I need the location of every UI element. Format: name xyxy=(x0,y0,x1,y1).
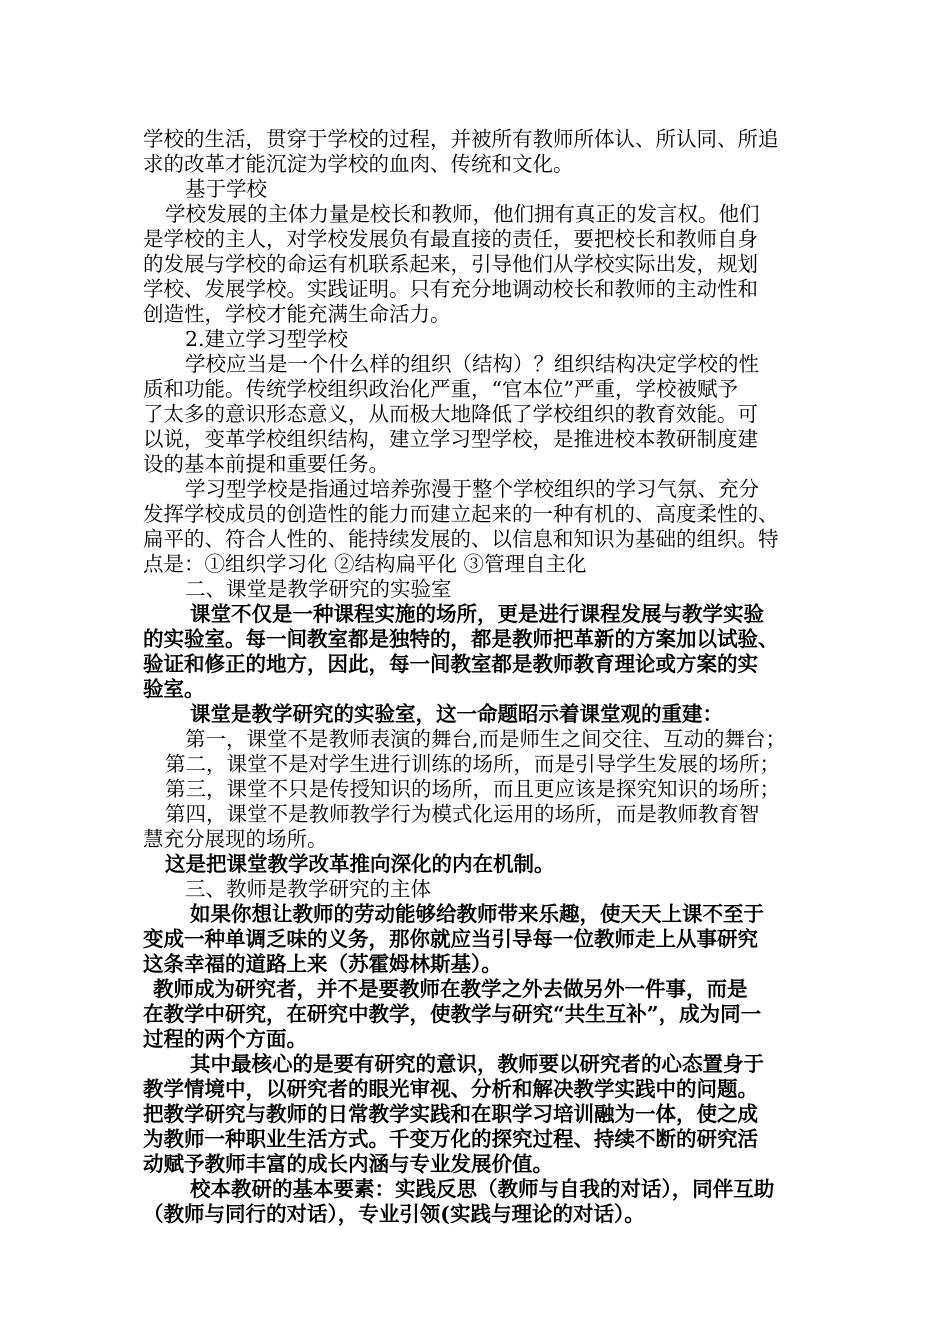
text-line-bold: 在教学中研究，在研究中教学，使教学与研究“共生互补”，成为同一 xyxy=(143,1002,762,1026)
text-line: 质和功能。传统学校组织政治化严重，“官本位”严重，学校被赋予 xyxy=(143,377,738,401)
subheading: 基于学校 xyxy=(185,177,267,201)
text-line: 学校的生活，贯穿于学校的过程，并被所有教师所体认、所认同、所追 xyxy=(143,127,779,151)
text-line: 学校发展的主体力量是校长和教师，他们拥有真正的发言权。他们 xyxy=(165,202,760,226)
text-line: 第四，课堂不是教师教学行为模式化运用的场所，而是教师教育智 xyxy=(165,802,760,826)
text-line-bold: 教学情境中，以研究者的眼光审视、分析和解决教学实践中的问题。 xyxy=(143,1077,758,1101)
text-line: 扁平的、符合人性的、能持续发展的、以信息和知识为基础的组织。特 xyxy=(143,527,779,551)
text-line-bold: 的实验室。每一间教室都是独特的，都是教师把革新的方案加以试验、 xyxy=(143,627,779,651)
text-line-bold: 其中最核心的是要有研究的意识，教师要以研究者的心态置身于 xyxy=(190,1052,764,1076)
text-line: 了太多的意识形态意义，从而极大地降低了学校组织的教育效能。可 xyxy=(143,402,758,426)
text-line: 第二，课堂不是对学生进行训练的场所，而是引导学生发展的场所； xyxy=(165,752,780,776)
text-line: 慧充分展现的场所。 xyxy=(143,827,328,851)
text-line: 点是：①组织学习化 ②结构扁平化 ③管理自主化 xyxy=(143,552,587,576)
text-line: 创造性，学校才能充满生命活力。 xyxy=(143,302,451,326)
text-line: 的发展与学校的命运有机联系起来，引导他们从学校实际出发，规划 xyxy=(143,252,758,276)
text-line-bold: 课堂不仅是一种课程实施的场所，更是进行课程发展与教学实验 xyxy=(190,602,764,626)
subheading: 2.建立学习型学校 xyxy=(185,327,349,351)
text-line-bold: 验证和修正的地方，因此，每一间教室都是教师教育理论或方案的实 xyxy=(143,652,758,676)
text-line-bold: 如果你想让教师的劳动能够给教师带来乐趣，使天天上课不至于 xyxy=(190,902,764,926)
text-line: 第一，课堂不是教师表演的舞台,而是师生之间交往、互动的舞台； xyxy=(185,727,787,751)
text-line-bold: 把教学研究与教师的日常教学实践和在职学习培训融为一体，使之成 xyxy=(143,1102,758,1126)
text-line: 设的基本前提和重要任务。 xyxy=(143,452,389,476)
text-line-bold: 这条幸福的道路上来（苏霍姆林斯基）。 xyxy=(143,952,502,976)
text-line: 发挥学校成员的创造性的能力而建立起来的一种有机的、高度柔性的、 xyxy=(143,502,779,526)
text-line-bold: 课堂是教学研究的实验室，这一命题昭示着课堂观的重建： xyxy=(190,702,723,726)
text-line-bold: （教师与同行的对话），专业引领(实践与理论的对话）。 xyxy=(143,1202,645,1226)
text-line: 第三，课堂不只是传授知识的场所，而且更应该是探究知识的场所； xyxy=(165,777,780,801)
section-heading: 三、教师是教学研究的主体 xyxy=(185,877,431,901)
text-line-bold: 教师成为研究者，并不是要教师在教学之外去做另外一件事，而是 xyxy=(153,977,748,1001)
text-line-bold: 变成一种单调乏味的义务，那你就应当引导每一位教师走上从事研究 xyxy=(143,927,758,951)
text-line: 学校应当是一个什么样的组织（结构）？组织结构决定学校的性 xyxy=(185,352,759,376)
text-line: 是学校的主人，对学校发展负有最直接的责任，要把校长和教师自身 xyxy=(143,227,758,251)
text-line-bold: 为教师一种职业生活方式。千变万化的探究过程、持续不断的研究活 xyxy=(143,1127,758,1151)
section-heading: 二、课堂是教学研究的实验室 xyxy=(185,577,452,601)
text-line: 学习型学校是指通过培养弥漫于整个学校组织的学习气氛、充分 xyxy=(185,477,759,501)
text-line-bold: 校本教研的基本要素：实践反思（教师与自我的对话），同伴互助 xyxy=(190,1177,775,1201)
text-line-bold: 动赋予教师丰富的成长内涵与专业发展价值。 xyxy=(143,1152,553,1176)
text-line-bold: 验室。 xyxy=(143,677,205,701)
text-line: 学校、发展学校。实践证明。只有充分地调动校长和教师的主动性和 xyxy=(143,277,758,301)
text-line: 以说，变革学校组织结构，建立学习型学校，是推进校本教研制度建 xyxy=(143,427,758,451)
text-line-bold: 过程的两个方面。 xyxy=(143,1027,307,1051)
text-line: 求的改革才能沉淀为学校的血肉、传统和文化。 xyxy=(143,152,574,176)
text-line-bold: 这是把课堂教学改革推向深化的内在机制。 xyxy=(165,852,555,876)
